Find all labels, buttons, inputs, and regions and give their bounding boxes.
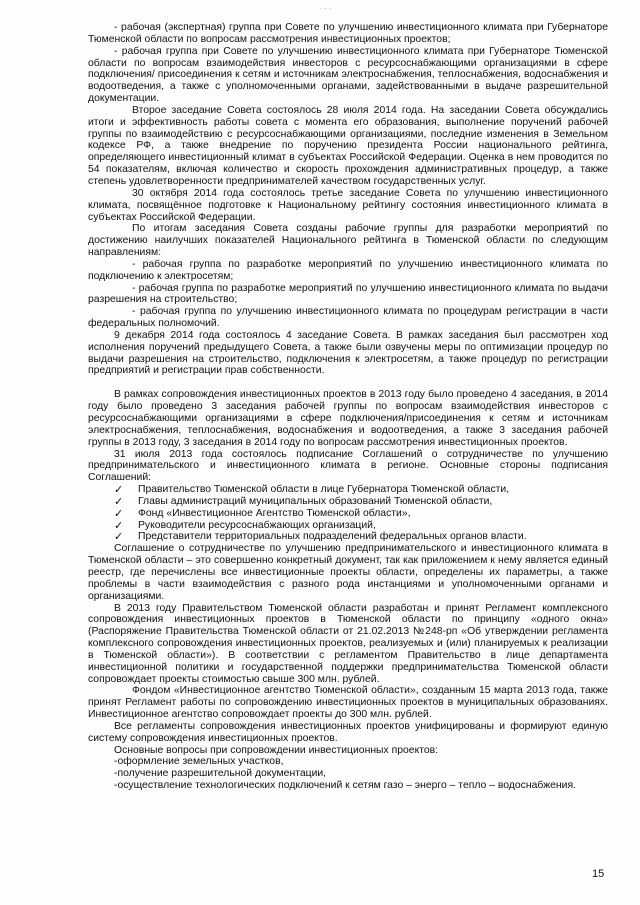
list-item <box>88 531 608 543</box>
paragraph-group-construction: - рабочая группа по разработке мероприятий по улучшению инвестиционного климата по выдачи разрешения на строительство; <box>88 282 608 306</box>
list-item-text: Руководители ресурсоснабжающих организаций, <box>138 519 376 531</box>
scan-artifact: ˙ ˙ ˙ <box>320 7 333 16</box>
paragraph-unified-system: Все регламенты сопровождения инвестиционных проектов унифицированы и формируют единую систему сопровождения инвестиционных проектов. <box>88 720 608 744</box>
checkmark-icon: ✓ <box>114 483 124 497</box>
checkmark-icon: ✓ <box>114 518 124 532</box>
paragraph-group-registration: - рабочая группа по улучшению инвестиционного климата по процедурам регистрации в части федеральных полномочий. <box>88 306 608 330</box>
paragraph-main-issues: Основные вопросы при сопровождении инвестиционных проектов: <box>114 744 439 756</box>
issue-permits: -получение разрешительной документации, <box>114 768 327 780</box>
list-item <box>88 508 608 520</box>
paragraph-third-meeting: 30 октября 2014 года состоялось третье заседание Совета по улучшению инвестиционного климата, посвящённое подготовке к Национальному рейтингу состояния инвестиционного климата в субъектах Российской Федерации. <box>88 187 608 223</box>
paragraph-second-meeting: Второе заседание Совета состоялось 28 июля 2014 года. На заседании Совета обсуждались итоги и эффективность работы совета с момента его образования, выполнение поручений рабочей группы по взаимодействию с ресурсоснабжающими организациями, последние изменения в Земельном кодексе РФ, а также внедрение по поручению президента России национального рейтинга, определяющего инвестиционный климат в субъектах Российской Федерации. Оценка в нем проводится по 54 показателям, включая количество и скорость прохождения административных процедур, а также степень удовлетворенности предпринимателей качеством государственных услуг. <box>88 104 608 187</box>
list-item-text: Главы администраций муниципальных образований Тюменской области, <box>138 495 493 507</box>
paragraph-resource-group: - рабочая группа при Совете по улучшению инвестиционного климата при Губернаторе Тюменской области по вопросам взаимодействия инвесторов с ресурсоснабжающими организациями в сфере подключения/ присоединения к сетям и источникам электроснабжения, теплоснабжения, водоснабжения и водоотведения, а также с уполномоченными органами, задействованными в выдаче разрешительной документации. <box>88 45 608 105</box>
paragraph-regulation: В 2013 году Правительством Тюменской области разработан и принят Регламент комплексного сопровождения инвестиционных проектов в Тюменской области по принципу «одного окна» (Распоряжение Правительства Тюменской области от 21.02.2013 №248-рп «Об утверждении регламента комплексного сопровождения инвестиционных проектов, реализуемых и (или) планируемых к реализации в Тюменской области»). В соответствии с регламентом Правительство в лице департамента инвестиционной политики и государственной поддержки предпринимательства Тюменской области сопровождает проекты стоимостью свыше 300 млн. рублей. <box>88 602 608 685</box>
list-item-text: Правительство Тюменской области в лице Губернатора Тюменской области, <box>138 484 510 496</box>
paragraph-expert-group: - рабочая (экспертная) группа при Совете по улучшению инвестиционного климата при Губернаторе Тюменской области по вопросам рассмотрения инвестиционных проектов; <box>88 22 608 45</box>
list-item-text: Фонд «Инвестиционное Агентство Тюменской области», <box>138 507 411 519</box>
checkmark-icon: ✓ <box>114 494 124 508</box>
paragraph-fund: Фондом «Инвестиционное агентство Тюменской области», созданным 15 марта 2013 года, также принят Регламент работы по сопровождению инвестиционных проектов в муниципальных образованиях. Инвестиционное агентство сопровождает проекты до 300 млн. рублей. <box>88 685 608 721</box>
signatories-list <box>88 484 608 543</box>
checkmark-icon: ✓ <box>114 506 124 520</box>
list-item <box>88 520 608 532</box>
issue-connections: -осуществление технологических подключений к сетям газо – энерго – тепло – водоснабжения. <box>114 780 576 792</box>
paragraph-agreements: 31 июля 2013 года состоялось подписание Соглашений о сотрудничестве по улучшению предпринимательского и инвестиционного климата в регионе. Основные стороны подписания Соглашений: <box>88 448 608 484</box>
list-item <box>88 496 608 508</box>
paragraph-agreement-details: Соглашение о сотрудничестве по улучшению предпринимательского и инвестиционного климата в Тюменской области – это совершенно конкретный документ, так как приложением к нему является единый реестр, где перечислены все инвестиционные проекты области, определены их параметры, а также проблемы в части взаимодействия с разного рода инстанциями и уполномоченными органами и организациями. <box>88 543 608 602</box>
paragraph-gap <box>88 377 608 389</box>
list-item-text: Представители территориальных подразделений федеральных органов власти. <box>138 531 527 543</box>
paragraph-project-support: В рамках сопровождения инвестиционных проектов в 2013 году было проведено 4 заседания, в 2014 году было проведено 3 заседания рабочей группы по вопросам взаимодействия инвесторов с ресурсоснабжающими организациями в сфере подключения/присоединения к сетям и источникам электроснабжения, теплоснабжения, водоснабжения и водоотведения, а также 3 заседания рабочей группы в 2013 году, 3 заседания в 2014 году по вопросам рассмотрения инвестиционных проектов. <box>88 389 608 448</box>
document-body <box>88 22 608 792</box>
paragraph-working-groups: По итогам заседания Совета созданы рабочие группы для разработки мероприятий по достижению наилучших показателей Национального рейтинга в Тюменской области по следующим направлениям: <box>88 223 608 259</box>
page-number: 15 <box>592 868 605 880</box>
list-item <box>88 484 608 496</box>
paragraph-group-electric: - рабочая группа по разработке мероприятий по улучшению инвестиционного климата по подключению к электросетям; <box>88 258 608 282</box>
paragraph-fourth-meeting: 9 декабря 2014 года состоялось 4 заседание Совета. В рамках заседания был рассмотрен ход исполнения поручений предыдущего Совета, а также были озвучены меры по оптимизации процедур по выдачи разрешения на строительство, подключения к электросетям, а также процедур по регистрации предприятий и регистрации прав собственности. <box>88 329 608 377</box>
issue-land: -оформление земельных участков, <box>114 756 284 768</box>
checkmark-icon: ✓ <box>114 530 124 544</box>
